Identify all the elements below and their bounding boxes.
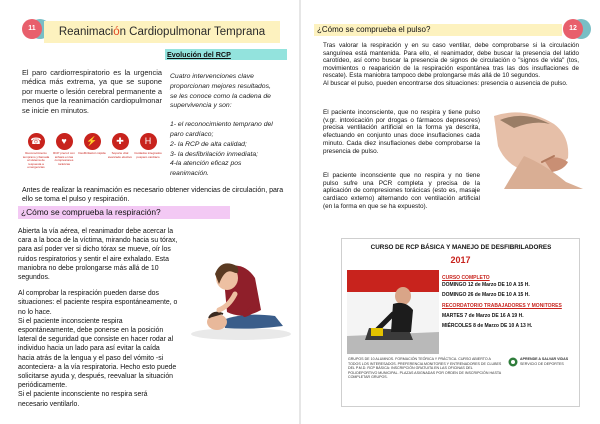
course-date: DOMINGO 26 de Marzo DE 10 A 15 H. <box>442 292 530 299</box>
chain-of-survival-icons <box>22 133 164 175</box>
body-paragraph: Al comprobar la respiración pueden darse dos situaciones: el paciente respira espontáneamente, o no lo hace. Si el paciente inconsciente respira espontáneamente, debe ponerse en la posición lateral de seguridad que consiste en hacer rodar al individuo hacia un lado para así evitar la caída hacia atrás de la lengua y el paso del vómito -si aconteciera- a la vía respiratoria. Hecho esto puede solicitarse ayuda y, después, reevaluar la situación periódicamente. Si el paciente inconsciente no respira será necesario ventilarlo. <box>18 290 178 408</box>
left-page <box>0 0 299 424</box>
body-paragraph: Abierta la vía aérea, el reanimador debe acercar la cara a la boca de la víctima, mirando hacia su tórax, para así poder ver si dicho tórax se mueve, oír los ruidos respiratorios y sentir el aire exhalado. Esta maniobra no debe prolongarse más allá de 10 segundos. <box>18 228 178 282</box>
body-paragraph: Tras valorar la respiración y en su caso ventilar, debe comprobarse si la circulación sanguínea está mantenida. Para ello, el reanimador, debe buscar la presencia del latido carotídeo, así como buscar la presencia de signos de circulación o "signos de vida" (tos, movimientos o reaparición de la respiración espontánea tras las dos insuflaciones de rescate). Esta maniobra tampoco debe prolongarse más allá de 10 segundos. <box>323 42 579 80</box>
page-title-part: Reanimaci <box>58 26 114 38</box>
poster-logo-line: SERVICIO DE DEPORTES <box>520 361 564 366</box>
pulso-paragraph-con-pulso: El paciente inconsciente, que no respira y tiene pulso (v.gr. intoxicación por drogas o fármacos depresores) precisa ventilación artificial en la forma ya descrita, efectuando en conjunto unas doce insuflaciones cada minuto. Cada diez insuflaciones debe comprobarse la presencia de pulso. <box>323 109 480 155</box>
course-heading: CURSO COMPLETO <box>442 275 490 281</box>
chain-step <box>106 133 134 159</box>
defibrillator-training-photo <box>347 270 439 354</box>
chain-step <box>22 133 50 170</box>
course-date: MIÉRCOLES 8 de Marzo DE 10 A 13 H. <box>442 323 533 330</box>
course-date: MARTES 7 de Marzo DE 16 A 19 H. <box>442 312 524 319</box>
pulso-paragraph-sin-pulso: El paciente inconsciente que no respira y no tiene pulso sufre una PCR completa y precisa de la aplicación de compresiones torácicas (esto es, masaje cardíaco externo) alternando con ventilación artificial (en la forma en que se ha expuesto). <box>323 172 480 210</box>
rcp-course-poster <box>341 238 580 407</box>
poster-title: CURSO DE RCP BÁSICA Y MANEJO DE DESFIBRILADORES <box>370 244 552 251</box>
cpr-breathing-check-photo <box>183 250 291 342</box>
right-page <box>301 0 600 424</box>
chain-step <box>78 133 106 156</box>
poster-schedule <box>442 275 576 330</box>
chain-step-caption: Cuidados integrados posparo cardíaco <box>134 151 162 159</box>
phone-icon: ☎ <box>28 133 45 150</box>
evolucion-item: 2- la RCP de alta calidad; <box>170 140 247 148</box>
page-number-left: 11 <box>22 19 42 39</box>
poster-logo <box>508 357 572 367</box>
antes-paragraph: Antes de realizar la reanimación es necesario obtener videncias de circulación, para ello se toma el pulso y respiración. <box>22 187 284 204</box>
pulso-intro <box>323 42 579 88</box>
chain-step <box>50 133 78 166</box>
chain-step <box>134 133 162 159</box>
poster-logo-line: APRENDE A SALVAR VIDAS <box>520 357 569 361</box>
evolucion-heading: Evolución del RCP <box>165 49 287 60</box>
intro-paragraph: El paro cardiorrespiratorio es la urgencia médica más extrema, ya que se supone por muerte o lesión cerebral permanente a menos que la reanimación cardiopulmonar se inicie en minutos. <box>22 68 162 115</box>
poster-footer-text: GRUPOS DE 10 ALUMNOS. FORMACIÓN TEÓRICA Y PRÁCTICA. CURSO ABIERTO A TODOS LOS INTERESADOS. PREFERENCIA MONITORES Y ENTRENADORES DE CLUBES DEL P.M.D. RCP BÁSICA: INSCRIPCIÓN GRATUITA EN LAS OFICINAS DEL POLIDEPORTIVO MUNICIPAL. PLAZAS ASIGNADAS POR ORDEN DE INSCRIPCIÓN HASTA COMPLETAR GRUPOS. <box>348 357 502 380</box>
evolucion-item: 3- la desfibrilación inmediata; <box>170 150 259 158</box>
page-title-part: n Cardiopulmonar Temprana <box>119 26 266 38</box>
chain-step-caption: Reconocimiento temprano y llamada al sistema de respuesta a emergencias <box>22 151 50 170</box>
lightning-icon: ⚡ <box>84 133 101 150</box>
evolucion-text <box>170 72 278 179</box>
carotid-pulse-check-photo <box>484 106 583 189</box>
course-date: DOMINGO 12 de Marzo DE 10 A 15 H. <box>442 282 530 289</box>
chain-step-caption: Desfibrilación rápida <box>78 151 106 155</box>
chain-step-caption: RCP precoz con énfasis en las compresiones torácicas <box>53 151 75 166</box>
evolucion-item: 1- el reconocimiento temprano del paro cardíaco; <box>170 121 273 138</box>
heart-icon: ♥ <box>56 133 73 150</box>
body-paragraph: Al buscar el pulso, pueden encontrarse dos situaciones: presencia o ausencia de pulso. <box>323 79 568 87</box>
page-title <box>44 21 280 43</box>
page-title-highlight: ó <box>113 26 120 38</box>
section-heading-respiracion: ¿Cómo se comprueba la respiración? <box>18 206 230 219</box>
respiracion-body <box>18 227 178 416</box>
ambulance-icon: ✚ <box>112 133 129 150</box>
municipal-logo-icon <box>508 357 518 367</box>
page-number-right: 12 <box>563 19 583 39</box>
course-heading: RECORDATORIO TRABAJADORES Y MONITORES <box>442 302 562 309</box>
evolucion-intro: Cuatro intervenciones clave proporcionan mejores resultados, se les conoce como la cadena de supervivencia y son: <box>170 73 271 110</box>
hospital-icon: H <box>140 133 157 150</box>
section-heading-pulso: ¿Cómo se comprueba el pulso? <box>314 24 562 36</box>
evolucion-item: 4-la atención eficaz pos reanimación. <box>170 160 242 178</box>
poster-year: 2017 <box>450 255 471 265</box>
chain-step-caption: Soporte vital avanzado efectivo <box>107 151 133 159</box>
